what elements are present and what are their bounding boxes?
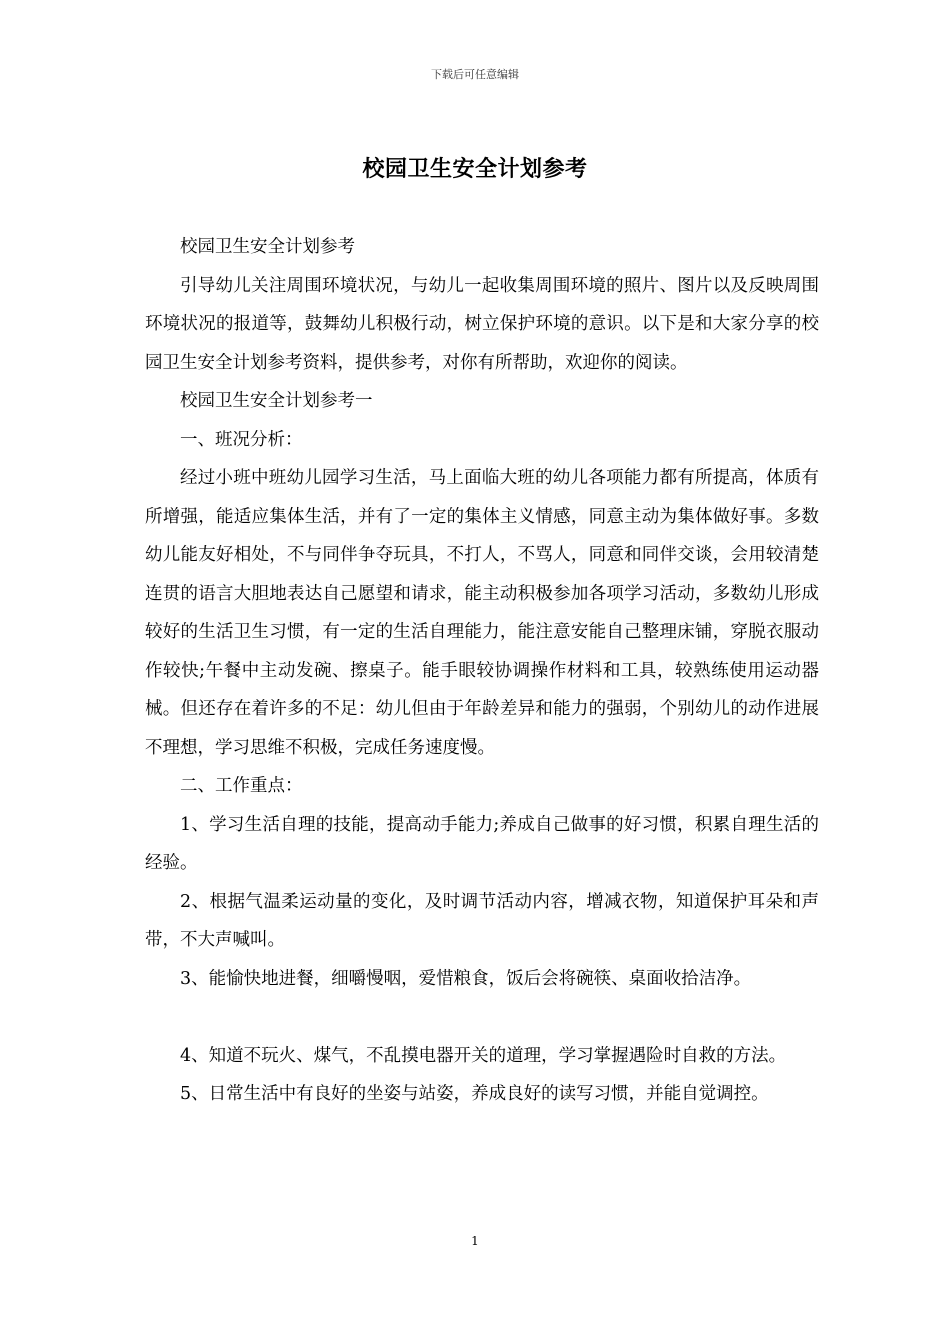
paragraph-class-analysis-heading: 一、班况分析： <box>180 429 303 450</box>
paragraph-item-3: 3、能愉快地进餐，细嚼慢咽，爱惜粮食，饭后会将碗筷、桌面收拾洁净。 <box>180 968 752 989</box>
paragraph-class-analysis: 经过小班中班幼儿园学习生活，马上面临大班的幼儿各项能力都有所提高，体质有所增强，能适应集体生活，并有了一定的集体主义情感，同意主动为集体做好事。多数幼儿能友好相处，不与同伴争夺玩具，不打人，不骂人，同意和同伴交谈，会用较清楚连贯的语言大胆地表达自己愿望和请求，能主动积极参加各项学习活动，多数幼儿形成较好的生活卫生习惯，有一定的生活自理能力，能注意安能自己整理床铺，穿脱衣服动作较快;午餐中主动发碗、擦桌子。能手眼较协调操作材料和工具，较熟练使用运动器械。但还存在着许多的不足：幼儿但由于年龄差异和能力的强弱，个别幼儿的动作进展不理想，学习思维不积极，完成任务速度慢。 <box>145 468 819 758</box>
document-title: 校园卫生安全计划参考 <box>362 156 588 182</box>
paragraph-item-4: 4、知道不玩火、煤气，不乱摸电器开关的道理，学习掌握遇险时自救的方法。 <box>180 1045 787 1066</box>
paragraph-subtitle: 校园卫生安全计划参考 <box>180 237 355 257</box>
paragraph-intro: 引导幼儿关注周围环境状况，与幼儿一起收集周围环境的照片、图片以及反映周围环境状况的报道等，鼓舞幼儿积极行动，树立保护环境的意识。以下是和大家分享的校园卫生安全计划参考资料，提供参考，对你有所帮助，欢迎你的阅读。 <box>145 275 819 373</box>
paragraph-work-focus-heading: 二、工作重点： <box>180 776 303 796</box>
paragraph-item-2: 2、根据气温柔运动量的变化，及时调节活动内容，增减衣物，知道保护耳朵和声带，不大声喊叫。 <box>145 891 819 950</box>
paragraph-item-1: 1、学习生活自理的技能，提高动手能力;养成自己做事的好习惯，积累自理生活的经验。 <box>145 814 819 873</box>
paragraph-item-5: 5、日常生活中有良好的坐姿与站姿，养成良好的读写习惯，并能自觉调控。 <box>180 1084 769 1104</box>
page-number: 1 <box>471 1234 479 1248</box>
document-body <box>145 228 819 1114</box>
paragraph-section-heading: 校园卫生安全计划参考一 <box>180 391 373 411</box>
header-note: 下载后可任意编辑 <box>431 68 519 81</box>
